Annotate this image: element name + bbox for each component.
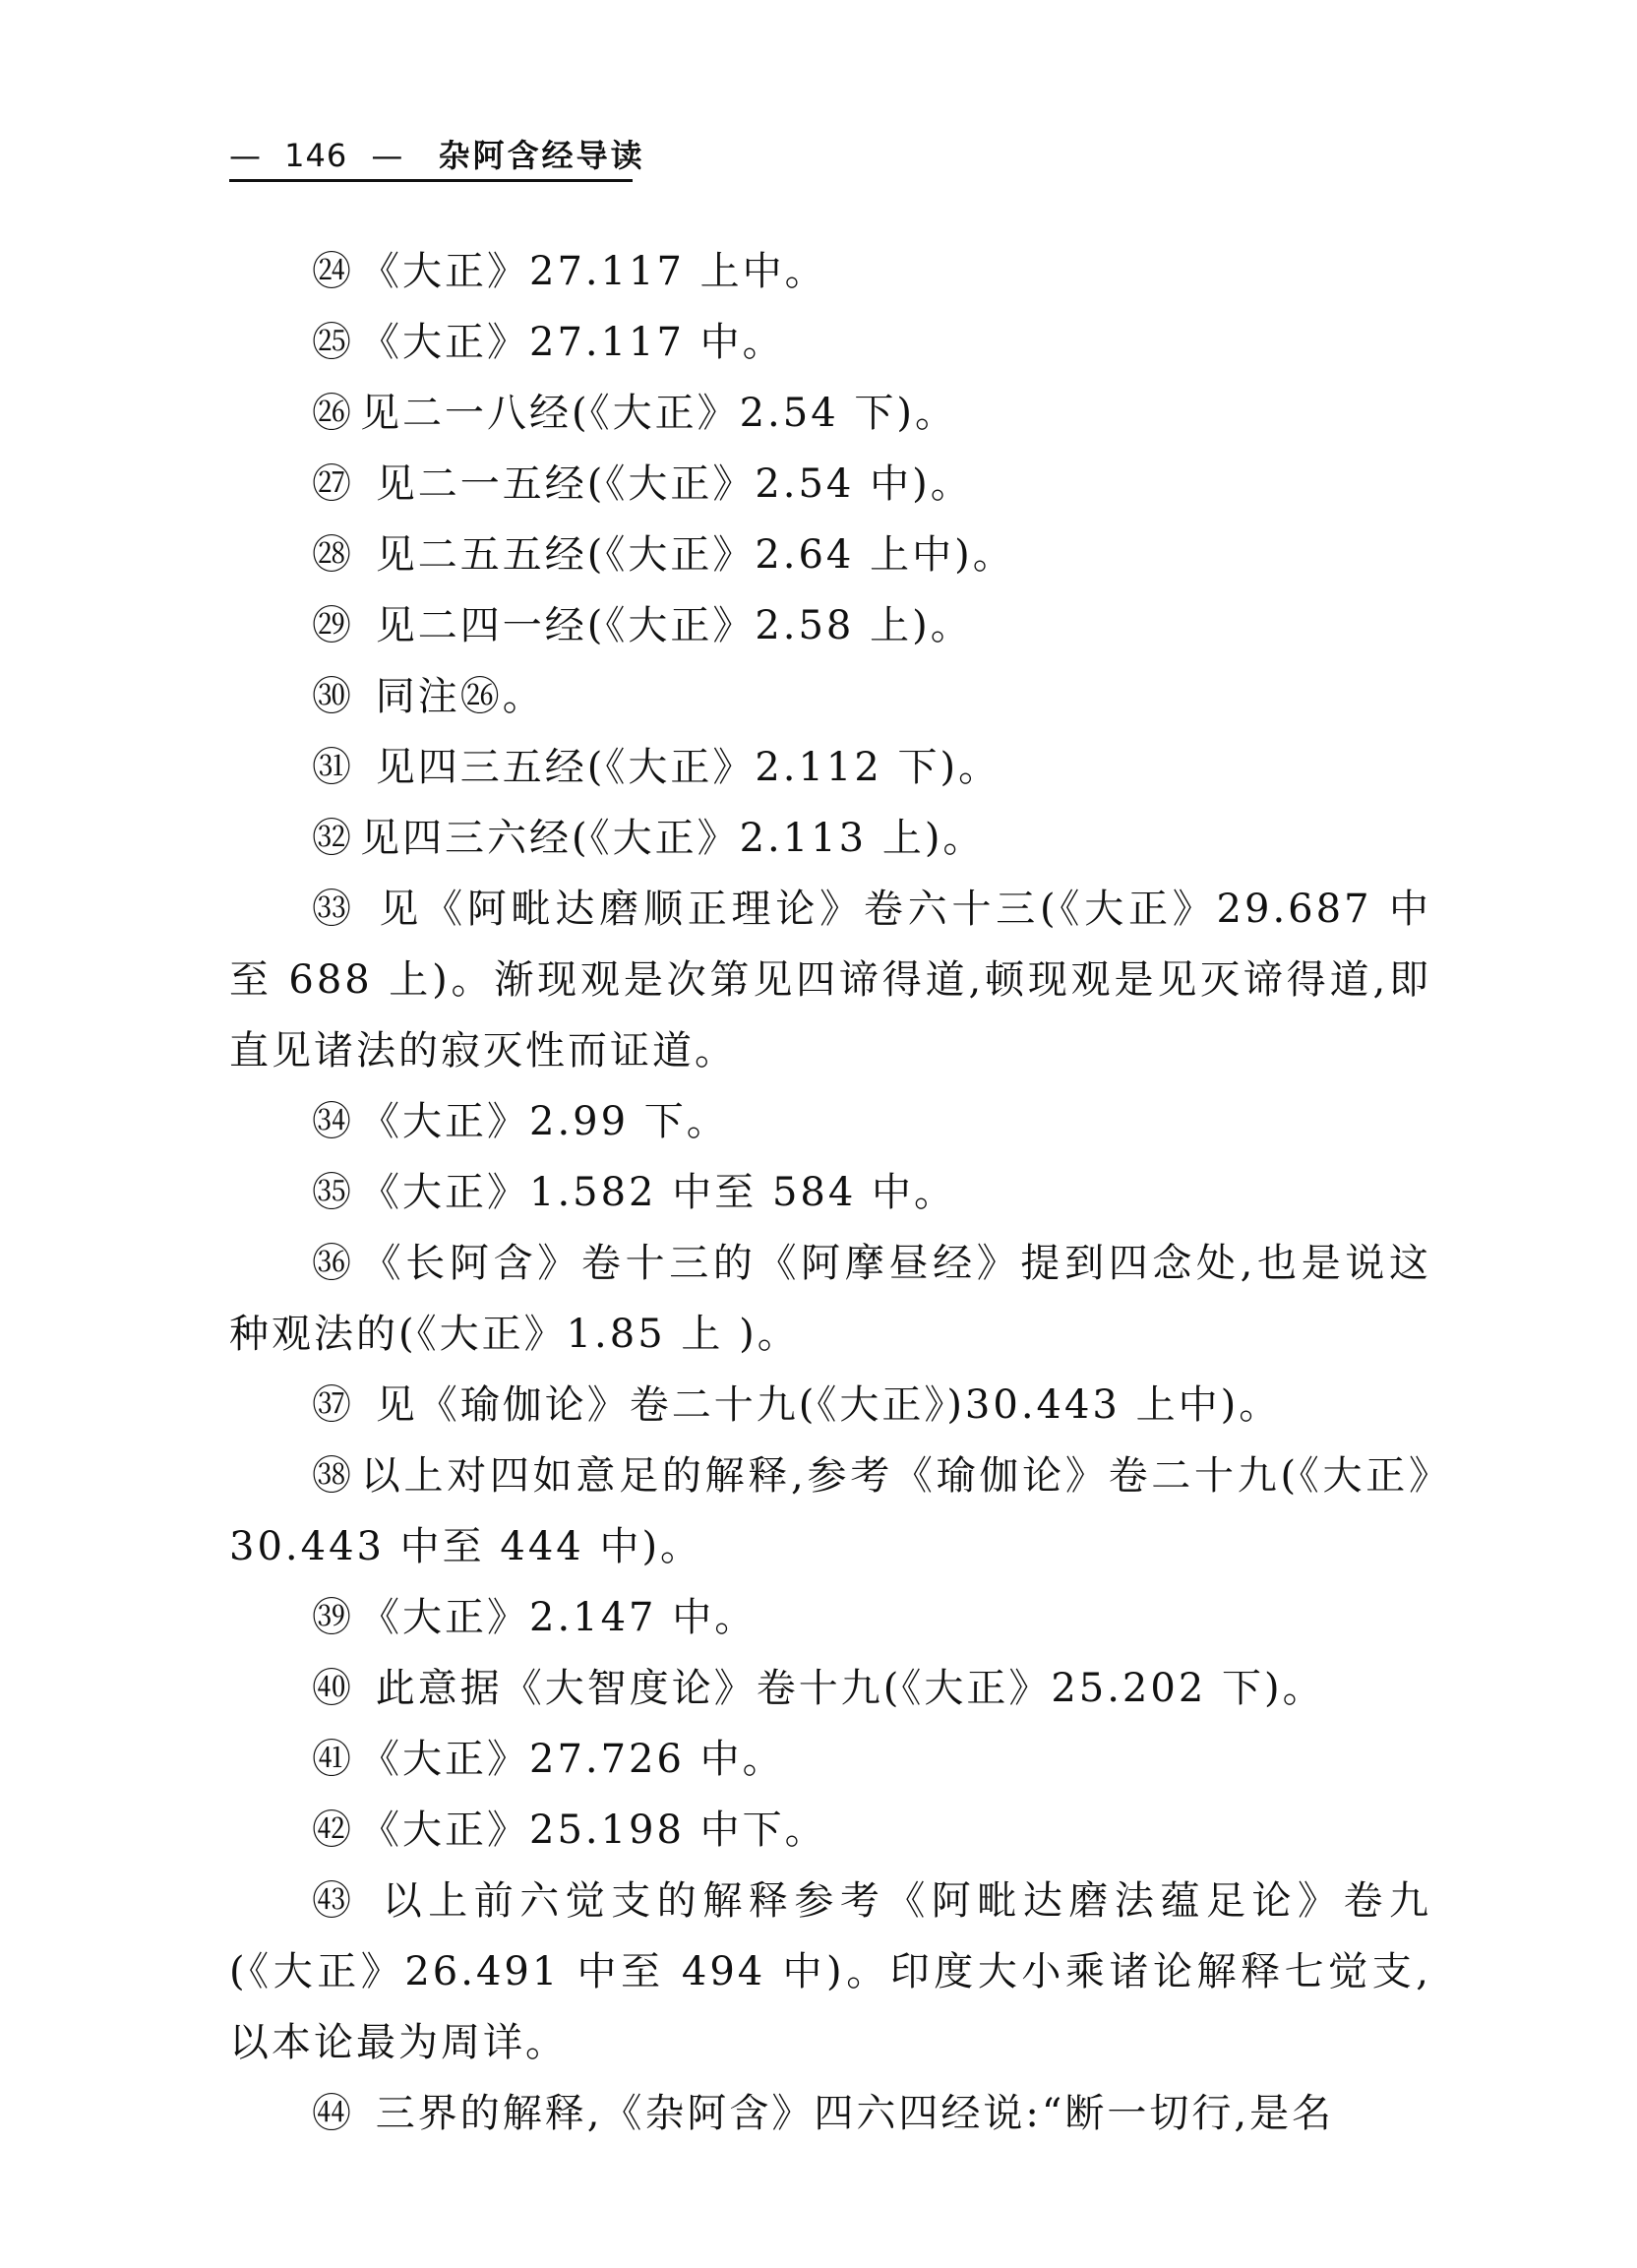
note-text: 《大正》2.99 下。 (360, 1099, 729, 1144)
note-marker: ㉚ (312, 674, 354, 719)
note-marker: ㊴ (312, 1595, 354, 1640)
endnote (229, 1370, 1431, 1440)
note-marker: ㊶ (312, 1737, 354, 1782)
note-text: 见二一五经(《大正》2.54 中)。 (360, 461, 973, 507)
endnote (229, 307, 1431, 378)
note-text: 《大正》25.198 中下。 (360, 1808, 827, 1853)
note-marker: ㉙ (312, 603, 354, 648)
note-text: 《大正》27.117 上中。 (360, 249, 827, 294)
note-text: 见二一八经(《大正》2.54 下)。 (360, 391, 957, 436)
note-text: 见四三五经(《大正》2.112 下)。 (360, 745, 1001, 790)
note-marker: ㊵ (312, 1666, 354, 1711)
note-text: 以上前六觉支的解释参考《阿毗达磨法蕴足论》卷九(《大正》26.491 中至 494 中)。印度大小乘诸论解释七觉支,以本论最为周详。 (229, 1878, 1431, 2065)
note-text: 《大正》2.147 中。 (360, 1595, 758, 1640)
note-text: 见《阿毗达磨顺正理论》卷六十三(《大正》29.687 中至 688 上)。渐现观是次第见四谛得道,顿现观是见灭谛得道,即直见诸法的寂灭性而证道。 (229, 887, 1432, 1073)
note-text: 三界的解释,《杂阿含》四六四经说:“断一切行,是名 (360, 2091, 1335, 2136)
page-number: 146 (284, 137, 348, 174)
endnote (229, 732, 1431, 803)
endnote (229, 1440, 1431, 1582)
note-marker: ㉕ (312, 320, 354, 365)
endnotes-list (229, 236, 1431, 2149)
note-marker: ㉛ (312, 745, 354, 790)
endnote (229, 2078, 1431, 2149)
note-text: 《大正》1.582 中至 584 中。 (360, 1170, 957, 1215)
running-header (229, 130, 645, 181)
header-dash-left: — (229, 137, 261, 174)
note-marker: ㊳ (312, 1453, 355, 1499)
note-marker: ㉝ (312, 887, 356, 932)
endnote (229, 590, 1431, 661)
endnote (229, 449, 1431, 520)
endnote (229, 803, 1431, 874)
endnote (229, 874, 1431, 1086)
note-text: 《大正》27.726 中。 (360, 1737, 785, 1782)
endnote (229, 1795, 1431, 1866)
endnote (229, 1724, 1431, 1795)
note-text: 见二五五经(《大正》2.64 上中)。 (360, 532, 1015, 578)
endnote (229, 520, 1431, 590)
endnote (229, 1228, 1431, 1370)
note-text: 《大正》27.117 中。 (360, 320, 785, 365)
endnote (229, 378, 1431, 449)
note-marker: ㊲ (312, 1382, 354, 1428)
note-marker: ㊸ (312, 1878, 358, 1924)
note-marker: ㉞ (312, 1099, 354, 1144)
note-marker: ㉟ (312, 1170, 354, 1215)
endnote (229, 1582, 1431, 1653)
note-text: 同注㉖。 (360, 674, 545, 719)
note-marker: ㉗ (312, 461, 354, 507)
note-marker: ㉘ (312, 532, 354, 578)
endnote (229, 236, 1431, 307)
endnote (229, 1157, 1431, 1228)
endnote (229, 661, 1431, 732)
note-marker: ㉖ (312, 391, 354, 436)
endnote (229, 1866, 1431, 2078)
note-marker: ㊷ (312, 1808, 354, 1853)
note-text: 见二四一经(《大正》2.58 上)。 (360, 603, 973, 648)
endnote (229, 1086, 1431, 1157)
header-dash-right: — (371, 137, 403, 174)
note-text: 此意据《大智度论》卷十九(《大正》25.202 下)。 (360, 1666, 1325, 1711)
note-text: 《长阿含》卷十三的《阿摩昼经》提到四念处,也是说这种观法的(《大正》1.85 上 )。 (229, 1241, 1432, 1357)
note-marker: ㉜ (312, 816, 354, 861)
note-marker: ㉔ (312, 249, 354, 294)
note-text: 见《瑜伽论》卷二十九(《大正》)30.443 上中)。 (360, 1382, 1282, 1428)
endnote (229, 1653, 1431, 1724)
note-marker: ㊱ (312, 1241, 356, 1286)
book-title: 杂阿含经导读 (438, 137, 645, 174)
header-rule (229, 179, 633, 182)
note-marker: ㊹ (312, 2091, 354, 2136)
note-text: 以上对四如意足的解释,参考《瑜伽论》卷二十九(《大正》30.443 中至 444 中)。 (229, 1453, 1431, 1569)
note-text: 见四三六经(《大正》2.113 上)。 (360, 816, 986, 861)
